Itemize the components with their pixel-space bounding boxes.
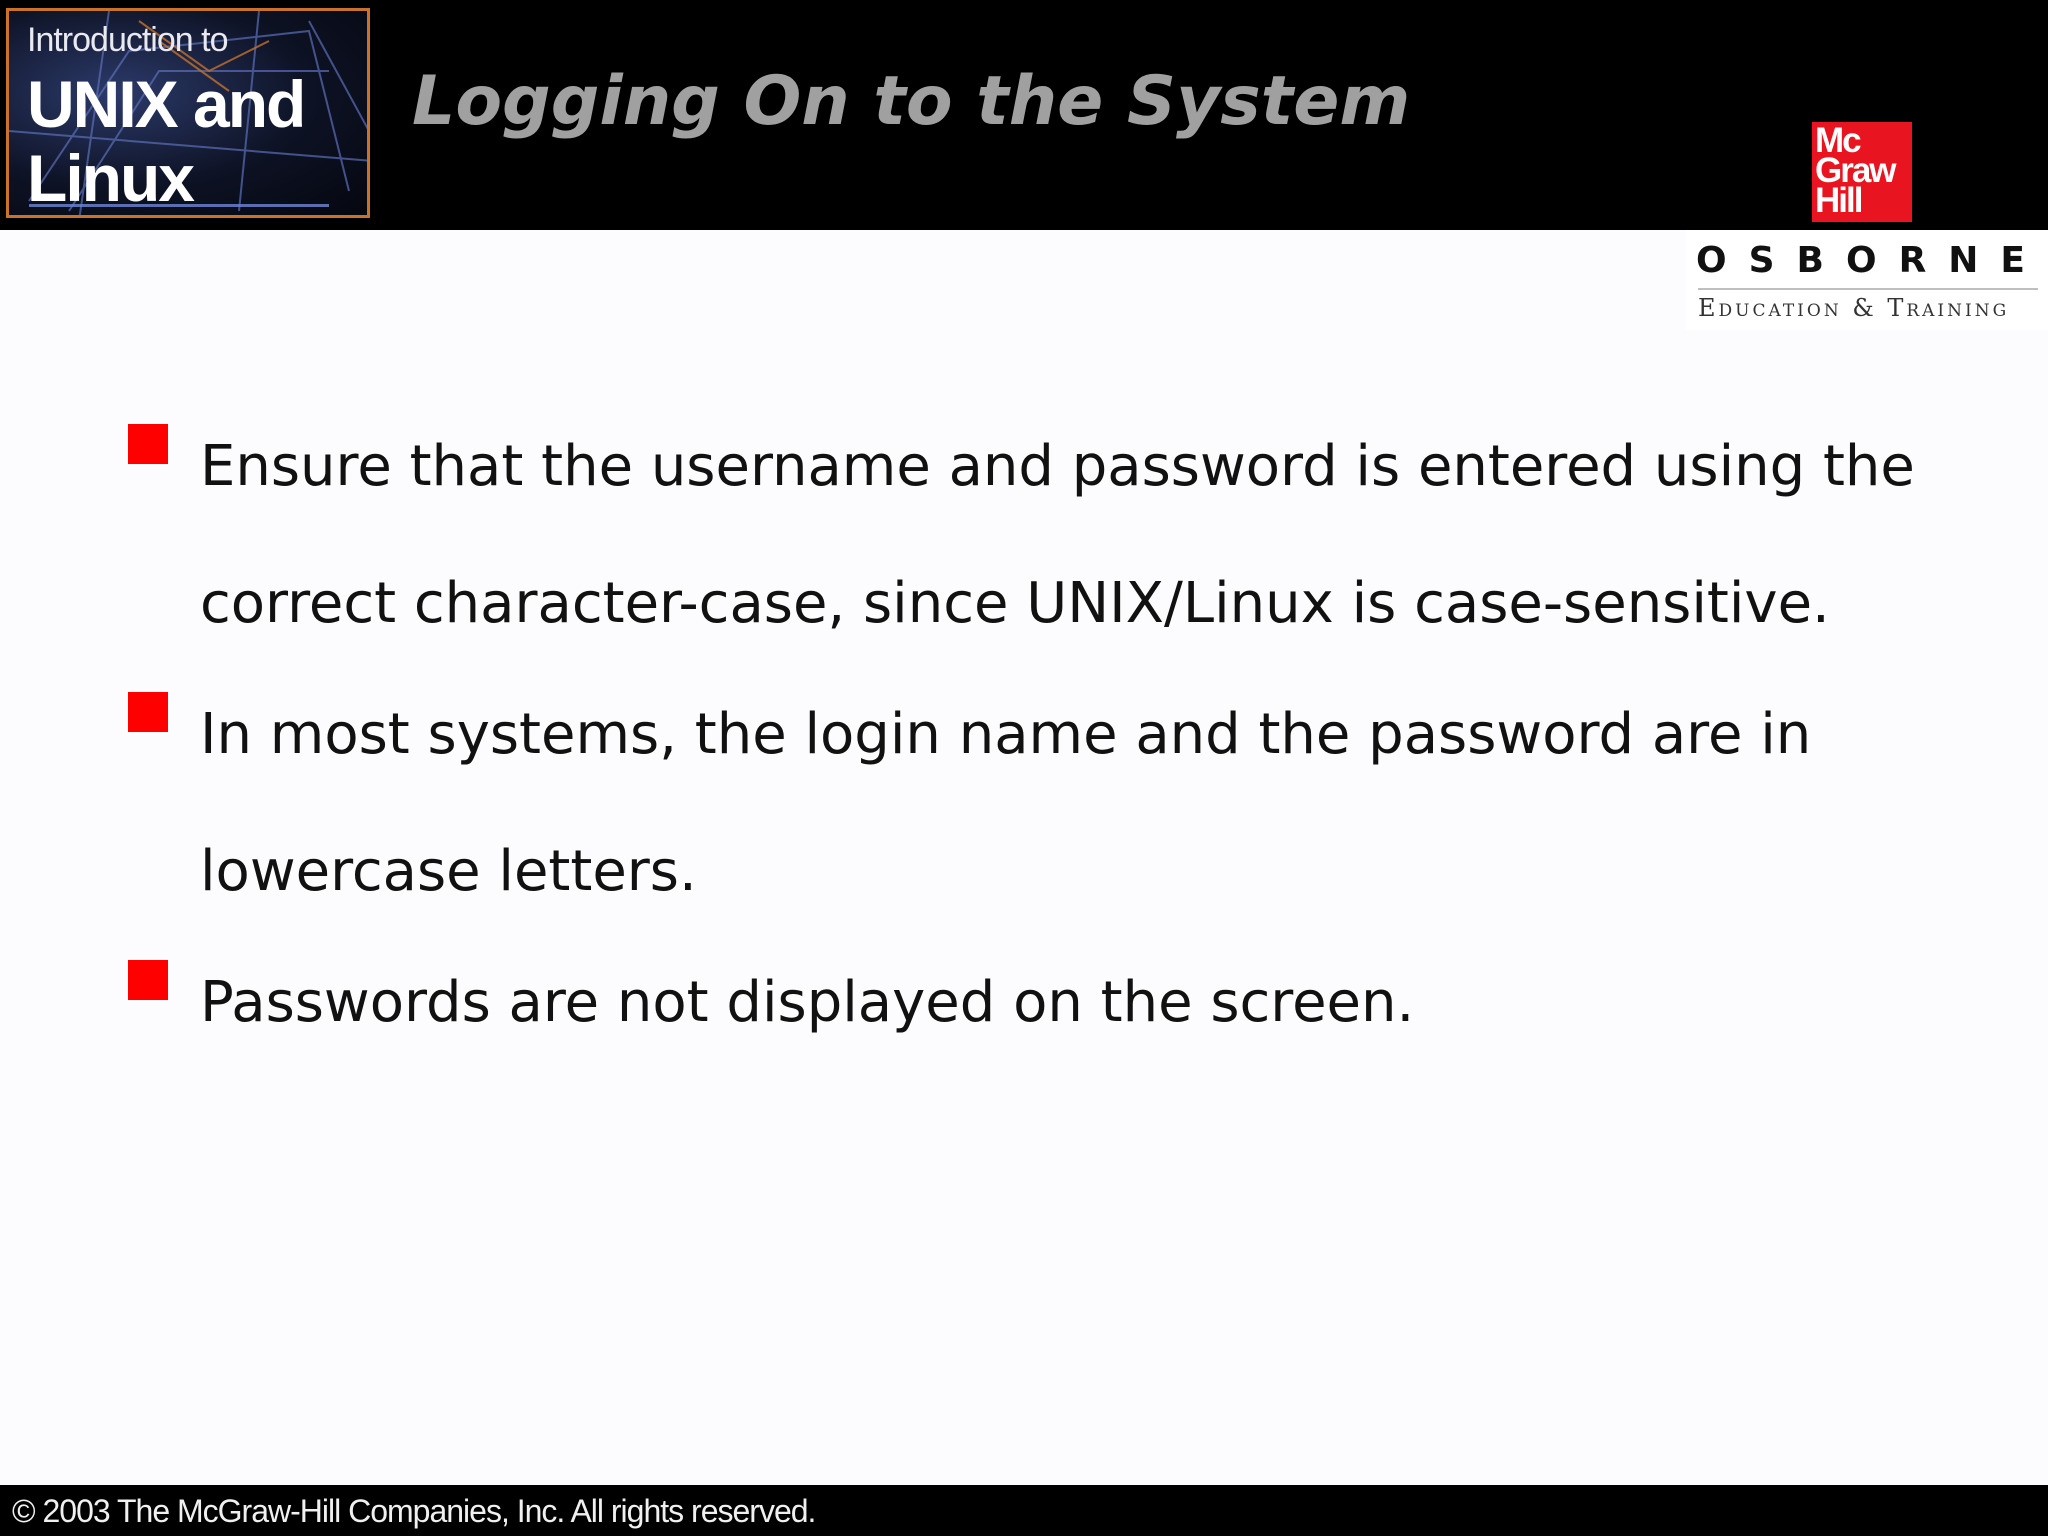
mcgraw-hill-logo-line2: Graw (1815, 151, 1895, 190)
osborne-logo (1686, 230, 2048, 330)
header-bar (0, 0, 2048, 230)
copyright-text: © 2003 The McGraw-Hill Companies, Inc. All rights reserved. (12, 1493, 816, 1529)
mcgraw-hill-logo (1812, 122, 1912, 222)
book-logo-intro-text: Introduction to (27, 21, 228, 59)
osborne-divider (1698, 288, 2038, 290)
mcgraw-hill-logo-line1: Mc (1815, 121, 1860, 160)
bullet-square-icon (128, 424, 168, 464)
osborne-name: OSBORNE (1696, 240, 2048, 281)
mcgraw-hill-logo-line3: Hill (1815, 181, 1862, 220)
slide-title: Logging On to the System (412, 62, 1411, 141)
bullet-text: Ensure that the username and password is entered using the correct character-case, since UNIX/Linux is case-sensitive. (200, 434, 1915, 636)
bullet-item (126, 666, 1926, 940)
book-logo-title-line1: UNIX and (27, 67, 305, 141)
footer-bar (0, 1485, 2048, 1536)
bullet-square-icon (128, 692, 168, 732)
book-cover-logo (6, 8, 370, 218)
bullet-item (126, 934, 1926, 1071)
bullet-square-icon (128, 960, 168, 1000)
osborne-subtitle: Education & Training (1698, 294, 2010, 322)
bullet-list (126, 420, 1926, 1087)
bullet-item (126, 398, 1926, 672)
bullet-text: Passwords are not displayed on the screen. (200, 970, 1415, 1035)
book-logo-title-line2: Linux (27, 141, 193, 215)
bullet-text: In most systems, the login name and the password are in lowercase letters. (200, 702, 1812, 904)
